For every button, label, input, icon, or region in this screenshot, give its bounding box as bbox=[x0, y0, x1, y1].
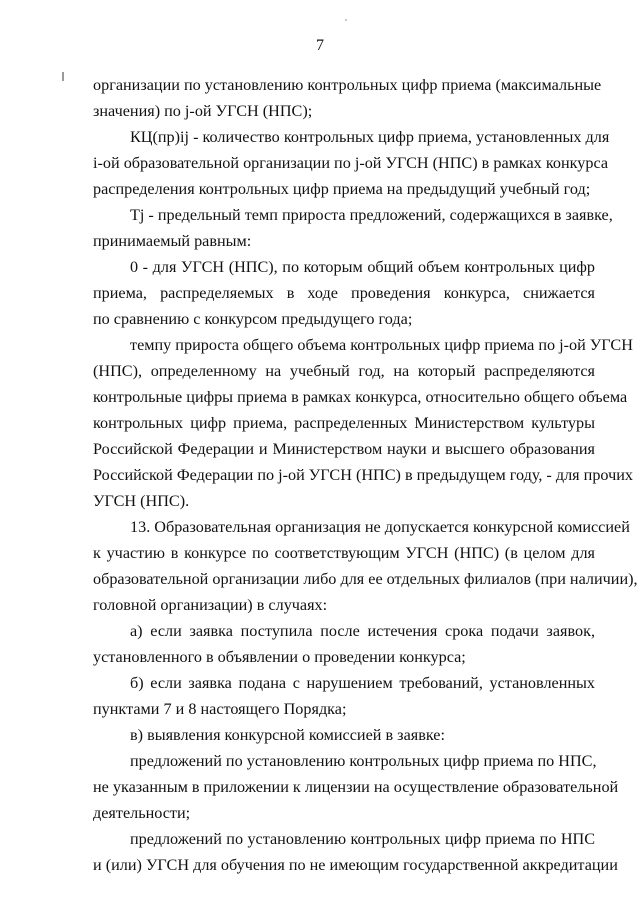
text-line: Российской Федерации по j-ой УГСН (НПС) в предыдущем году, - для прочих bbox=[93, 466, 633, 484]
text-line: в) выявления конкурсной комиссией в заявке: bbox=[130, 726, 445, 744]
text-line: а) если заявка поступила после истечения срока подачи заявок, bbox=[130, 622, 595, 640]
text-line: принимаемый равным: bbox=[93, 232, 252, 250]
text-line: и (или) УГСН для обучения по не имеющим государственной аккредитации bbox=[93, 856, 618, 874]
text-line: распределения контрольных цифр приема на предыдущий учебный год; bbox=[93, 180, 591, 198]
text-line: контрольных цифр приема, распределенных Министерством культуры bbox=[93, 414, 595, 432]
text-line: 13. Образовательная организация не допускается конкурсной комиссией bbox=[130, 518, 630, 536]
text-line: контрольные цифры приема в рамках конкурса, относительно общего объема bbox=[93, 388, 628, 406]
text-line: темпу прироста общего объема контрольных цифр приема по j-ой УГСН bbox=[130, 336, 633, 354]
text-line: i-ой образовательной организации по j-ой УГСН (НПС) в рамках конкурса bbox=[93, 154, 609, 172]
scan-mark bbox=[62, 72, 64, 81]
page-number: 7 bbox=[316, 37, 324, 54]
text-line: (НПС), определенному на учебный год, на который распределяются bbox=[93, 362, 595, 380]
text-line: пунктами 7 и 8 настоящего Порядка; bbox=[93, 700, 347, 718]
text-line: головной организации) в случаях: bbox=[93, 596, 328, 614]
text-line: значения) по j-ой УГСН (НПС); bbox=[93, 102, 313, 120]
text-line: деятельности; bbox=[93, 804, 191, 822]
document-body bbox=[93, 72, 638, 878]
text-line: предложений по установлению контрольных цифр приема по НПС, bbox=[130, 752, 597, 770]
text-line: УГСН (НПС). bbox=[93, 492, 190, 510]
text-line: к участию в конкурсе по соответствующим УГСН (НПС) (в целом для bbox=[93, 544, 595, 562]
text-line: Tj - предельный темп прироста предложений, содержащихся в заявке, bbox=[130, 206, 613, 224]
text-line: КЦ(пр)ij - количество контрольных цифр приема, установленных для bbox=[130, 128, 610, 146]
text-line: организации по установлению контрольных цифр приема (максимальные bbox=[93, 76, 602, 94]
text-line: 0 - для УГСН (НПС), по которым общий объем контрольных цифр bbox=[130, 258, 595, 276]
text-line: по сравнению с конкурсом предыдущего года; bbox=[93, 310, 413, 328]
text-line: приема, распределяемых в ходе проведения конкурса, снижается bbox=[93, 284, 595, 302]
text-line: Российской Федерации и Министерством науки и высшего образования bbox=[93, 440, 595, 458]
text-line: б) если заявка подана с нарушением требований, установленных bbox=[130, 674, 595, 692]
text-line: образовательной организации либо для ее отдельных филиалов (при наличии), bbox=[93, 570, 638, 588]
text-line: не указанным в приложении к лицензии на осуществление образовательной bbox=[93, 778, 619, 796]
scan-dot bbox=[345, 19, 347, 21]
text-line: предложений по установлению контрольных цифр приема по НПС bbox=[130, 830, 595, 848]
text-line: установленного в объявлении о проведении конкурса; bbox=[93, 648, 466, 666]
